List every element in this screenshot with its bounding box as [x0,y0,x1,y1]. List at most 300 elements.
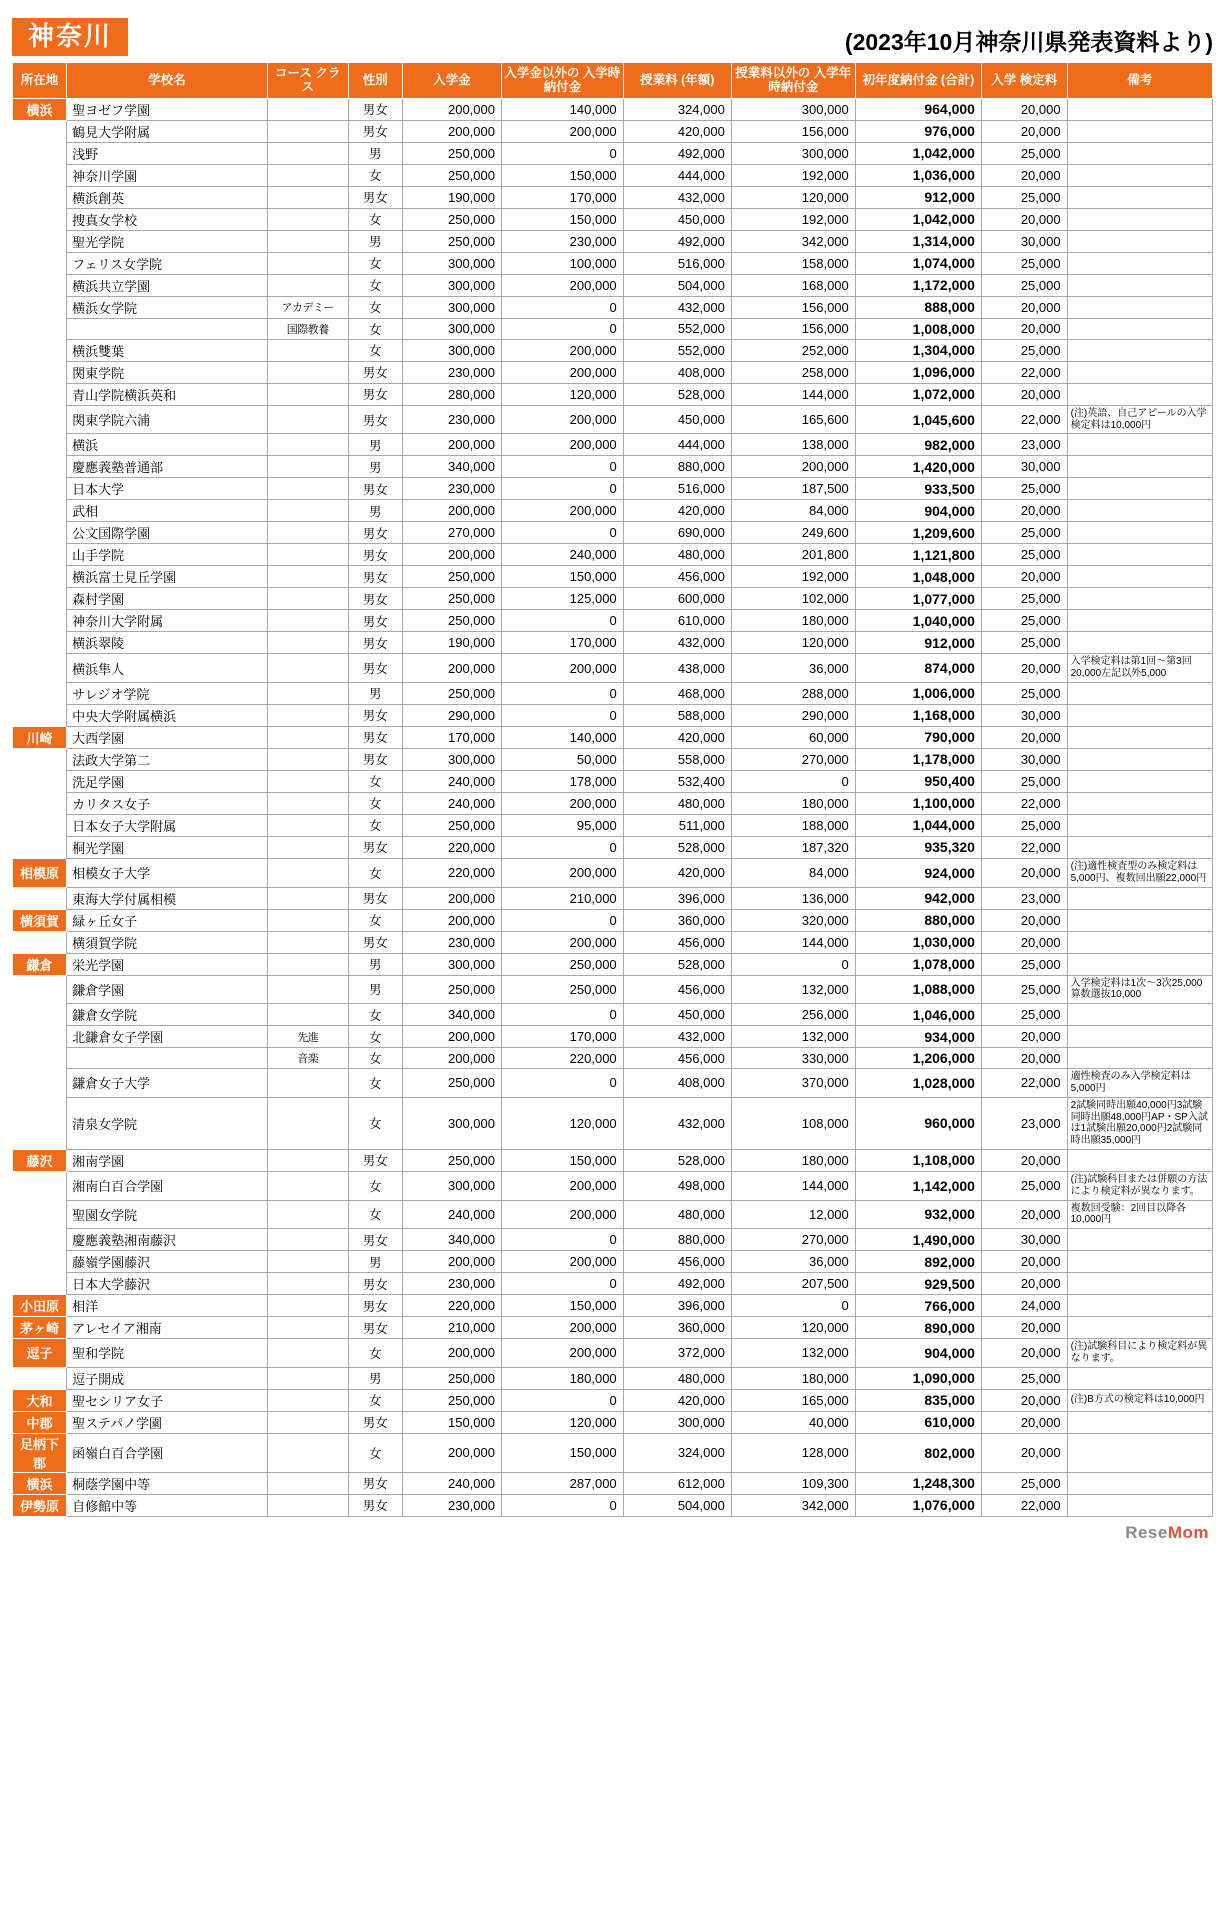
entrance-fee: 250,000 [402,164,501,186]
remarks [1067,361,1212,383]
first-year-total: 1,078,000 [855,953,981,975]
course-class [267,566,348,588]
course-class [267,1389,348,1411]
course-class [267,1317,348,1339]
course-class [267,610,348,632]
exam-fee: 25,000 [981,975,1067,1004]
other-entrance-payment: 250,000 [501,953,623,975]
tuition-annual: 492,000 [623,230,731,252]
other-annual-payment: 144,000 [731,383,855,405]
course-class [267,632,348,654]
first-year-total: 1,206,000 [855,1048,981,1069]
source-note: (2023年10月神奈川県発表資料より) [844,29,1213,55]
remarks [1067,120,1212,142]
other-annual-payment: 370,000 [731,1069,855,1098]
gender: 女 [348,1004,402,1026]
remarks [1067,1295,1212,1317]
remarks: (注)B方式の検定料は10,000円 [1067,1389,1212,1411]
other-entrance-payment: 0 [501,522,623,544]
entrance-fee: 210,000 [402,1317,501,1339]
course-class [267,1069,348,1098]
entrance-fee: 280,000 [402,383,501,405]
gender: 男 [348,682,402,704]
other-annual-payment: 120,000 [731,186,855,208]
other-annual-payment: 180,000 [731,792,855,814]
other-entrance-payment: 180,000 [501,1367,623,1389]
other-entrance-payment: 250,000 [501,975,623,1004]
other-entrance-payment: 95,000 [501,814,623,836]
gender: 男女 [348,1472,402,1494]
first-year-total: 950,400 [855,770,981,792]
remarks [1067,1317,1212,1339]
area-label [13,887,67,909]
exam-fee: 25,000 [981,682,1067,704]
school-name: 逗子開成 [67,1367,268,1389]
exam-fee: 20,000 [981,1251,1067,1273]
area-label [13,1229,67,1251]
course-class [267,383,348,405]
course-class [267,230,348,252]
other-entrance-payment: 200,000 [501,405,623,434]
gender: 女 [348,1069,402,1098]
other-annual-payment: 138,000 [731,434,855,456]
gender: 男 [348,434,402,456]
entrance-fee: 200,000 [402,654,501,683]
course-class [267,522,348,544]
school-name: 日本大学藤沢 [67,1273,268,1295]
other-annual-payment: 132,000 [731,1026,855,1048]
gender: 男女 [348,186,402,208]
entrance-fee: 270,000 [402,522,501,544]
entrance-fee: 300,000 [402,1097,501,1149]
exam-fee: 20,000 [981,931,1067,953]
exam-fee: 25,000 [981,1171,1067,1200]
remarks [1067,252,1212,274]
course-class [267,792,348,814]
entrance-fee: 250,000 [402,814,501,836]
course-class [267,361,348,383]
other-annual-payment: 180,000 [731,1367,855,1389]
table-row [13,318,1213,339]
exam-fee: 20,000 [981,654,1067,683]
first-year-total: 1,248,300 [855,1472,981,1494]
other-annual-payment: 201,800 [731,544,855,566]
other-entrance-payment: 0 [501,456,623,478]
school-name: 公文国際学園 [67,522,268,544]
exam-fee: 22,000 [981,1069,1067,1098]
logo-mom: Mom [1167,1522,1209,1542]
first-year-total: 1,077,000 [855,588,981,610]
remarks [1067,1026,1212,1048]
tuition-annual: 600,000 [623,588,731,610]
first-year-total: 1,090,000 [855,1367,981,1389]
gender: 女 [348,1097,402,1149]
gender: 男女 [348,1273,402,1295]
gender: 女 [348,770,402,792]
first-year-total: 933,500 [855,478,981,500]
school-name: 桐光学園 [67,836,268,858]
tuition-annual: 420,000 [623,726,731,748]
table-row [13,544,1213,566]
first-year-total: 932,000 [855,1200,981,1229]
col-other-annual-payment: 授業料以外の 入学年時納付金 [731,63,855,99]
school-name: 相洋 [67,1295,268,1317]
exam-fee: 25,000 [981,522,1067,544]
other-entrance-payment: 200,000 [501,434,623,456]
course-class: アカデミー [267,296,348,318]
school-name: 聖セシリア女子 [67,1389,268,1411]
other-entrance-payment: 0 [501,610,623,632]
other-entrance-payment: 200,000 [501,1200,623,1229]
first-year-total: 1,042,000 [855,208,981,230]
remarks [1067,208,1212,230]
tuition-annual: 528,000 [623,836,731,858]
gender: 男女 [348,704,402,726]
prefecture-badge: 神奈川 [12,18,128,56]
table-row [13,434,1213,456]
exam-fee: 20,000 [981,296,1067,318]
gender: 男女 [348,1317,402,1339]
entrance-fee: 200,000 [402,544,501,566]
other-annual-payment: 270,000 [731,1229,855,1251]
first-year-total: 802,000 [855,1433,981,1472]
other-annual-payment: 192,000 [731,164,855,186]
other-annual-payment: 180,000 [731,610,855,632]
exam-fee: 25,000 [981,544,1067,566]
other-entrance-payment: 200,000 [501,1317,623,1339]
page-header [12,18,1213,56]
entrance-fee: 200,000 [402,120,501,142]
table-row [13,632,1213,654]
other-annual-payment: 102,000 [731,588,855,610]
tuition-annual: 324,000 [623,98,731,120]
exam-fee: 22,000 [981,1494,1067,1516]
school-name: 青山学院横浜英和 [67,383,268,405]
other-entrance-payment: 200,000 [501,361,623,383]
tuition-annual: 528,000 [623,953,731,975]
exam-fee: 25,000 [981,186,1067,208]
exam-fee: 20,000 [981,566,1067,588]
other-annual-payment: 156,000 [731,318,855,339]
exam-fee: 22,000 [981,405,1067,434]
remarks [1067,814,1212,836]
entrance-fee: 250,000 [402,1069,501,1098]
other-annual-payment: 187,500 [731,478,855,500]
other-entrance-payment: 150,000 [501,1295,623,1317]
tuition-annual: 456,000 [623,566,731,588]
remarks [1067,434,1212,456]
course-class: 音楽 [267,1048,348,1069]
exam-fee: 20,000 [981,1149,1067,1171]
exam-fee: 20,000 [981,1433,1067,1472]
gender: 男 [348,975,402,1004]
first-year-total: 1,044,000 [855,814,981,836]
remarks [1067,164,1212,186]
other-entrance-payment: 240,000 [501,544,623,566]
school-name: 山手学院 [67,544,268,566]
tuition-annual: 552,000 [623,339,731,361]
tuition-annual: 612,000 [623,1472,731,1494]
exam-fee: 25,000 [981,588,1067,610]
remarks: (注)試験科目により検定料が異なります。 [1067,1339,1212,1368]
remarks [1067,682,1212,704]
course-class [267,186,348,208]
table-row [13,500,1213,522]
entrance-fee: 200,000 [402,98,501,120]
school-name: アレセイア湘南 [67,1317,268,1339]
other-annual-payment: 168,000 [731,274,855,296]
course-class [267,1411,348,1433]
table-row [13,383,1213,405]
area-label [13,1251,67,1273]
tuition-annual: 480,000 [623,544,731,566]
other-annual-payment: 120,000 [731,1317,855,1339]
course-class [267,544,348,566]
entrance-fee: 220,000 [402,858,501,887]
entrance-fee: 200,000 [402,434,501,456]
other-annual-payment: 0 [731,953,855,975]
exam-fee: 25,000 [981,632,1067,654]
remarks [1067,383,1212,405]
entrance-fee: 300,000 [402,296,501,318]
area-label [13,383,67,405]
col-entrance-fee: 入学金 [402,63,501,99]
area-label: 足柄下郡 [13,1433,67,1472]
other-entrance-payment: 0 [501,296,623,318]
school-name: 日本女子大学附属 [67,814,268,836]
other-annual-payment: 144,000 [731,1171,855,1200]
other-entrance-payment: 0 [501,1389,623,1411]
entrance-fee: 150,000 [402,1411,501,1433]
gender: 女 [348,252,402,274]
entrance-fee: 340,000 [402,1229,501,1251]
tuition-annual: 498,000 [623,1171,731,1200]
gender: 男 [348,456,402,478]
other-entrance-payment: 200,000 [501,654,623,683]
course-class [267,478,348,500]
first-year-total: 1,006,000 [855,682,981,704]
first-year-total: 1,100,000 [855,792,981,814]
table-row [13,1273,1213,1295]
remarks [1067,1367,1212,1389]
tuition-annual: 456,000 [623,931,731,953]
table-row [13,1389,1213,1411]
course-class [267,588,348,610]
area-label: 逗子 [13,1339,67,1368]
other-entrance-payment: 200,000 [501,339,623,361]
entrance-fee: 250,000 [402,566,501,588]
first-year-total: 929,500 [855,1273,981,1295]
table-row [13,230,1213,252]
table-row [13,164,1213,186]
remarks: (注)適性検査型のみ検定料は5,000円、複数回出願22,000円 [1067,858,1212,887]
school-name: 北鎌倉女子学園 [67,1026,268,1048]
area-label [13,1367,67,1389]
school-name: 鶴見大学附属 [67,120,268,142]
first-year-total: 1,045,600 [855,405,981,434]
entrance-fee: 230,000 [402,405,501,434]
school-name: 鎌倉女学院 [67,1004,268,1026]
first-year-total: 935,320 [855,836,981,858]
remarks [1067,1048,1212,1069]
gender: 女 [348,1339,402,1368]
entrance-fee: 240,000 [402,1200,501,1229]
entrance-fee: 300,000 [402,339,501,361]
first-year-total: 1,172,000 [855,274,981,296]
other-entrance-payment: 0 [501,142,623,164]
exam-fee: 25,000 [981,339,1067,361]
course-class [267,909,348,931]
area-label [13,566,67,588]
table-row [13,726,1213,748]
school-name: 横浜雙葉 [67,339,268,361]
first-year-total: 1,076,000 [855,1494,981,1516]
school-name: サレジオ学院 [67,682,268,704]
course-class [267,1200,348,1229]
school-name: 捜真女学校 [67,208,268,230]
area-label [13,610,67,632]
tuition-annual: 558,000 [623,748,731,770]
entrance-fee: 250,000 [402,1367,501,1389]
remarks [1067,1251,1212,1273]
remarks: 複数回受験：2回目以降各10,000円 [1067,1200,1212,1229]
other-annual-payment: 252,000 [731,339,855,361]
first-year-total: 1,314,000 [855,230,981,252]
col-remarks: 備考 [1067,63,1212,99]
entrance-fee: 250,000 [402,208,501,230]
course-class [267,748,348,770]
table-row [13,1026,1213,1048]
other-annual-payment: 84,000 [731,858,855,887]
table-row [13,1229,1213,1251]
logo-rese: Rese [1125,1522,1168,1542]
gender: 男女 [348,361,402,383]
area-label [13,588,67,610]
exam-fee: 22,000 [981,792,1067,814]
other-entrance-payment: 178,000 [501,770,623,792]
course-class [267,887,348,909]
other-entrance-payment: 200,000 [501,1171,623,1200]
tuition-annual: 528,000 [623,383,731,405]
first-year-total: 1,042,000 [855,142,981,164]
entrance-fee: 200,000 [402,1433,501,1472]
table-header [13,63,1213,99]
tuition-annual: 516,000 [623,478,731,500]
gender: 男女 [348,1295,402,1317]
first-year-total: 1,209,600 [855,522,981,544]
exam-fee: 20,000 [981,383,1067,405]
entrance-fee: 200,000 [402,1048,501,1069]
remarks [1067,186,1212,208]
other-annual-payment: 330,000 [731,1048,855,1069]
entrance-fee: 200,000 [402,1339,501,1368]
remarks: 入学検定料は1次～3次25,000算数選抜10,000 [1067,975,1212,1004]
remarks [1067,456,1212,478]
table-row [13,1494,1213,1516]
exam-fee: 20,000 [981,1200,1067,1229]
table-row [13,296,1213,318]
other-entrance-payment: 230,000 [501,230,623,252]
gender: 女 [348,1433,402,1472]
school-name: 神奈川学園 [67,164,268,186]
course-class [267,1494,348,1516]
area-label: 川崎 [13,726,67,748]
other-annual-payment: 290,000 [731,704,855,726]
tuition-annual: 408,000 [623,361,731,383]
remarks [1067,1004,1212,1026]
entrance-fee: 220,000 [402,1295,501,1317]
course-class [267,770,348,792]
first-year-total: 888,000 [855,296,981,318]
area-label: 大和 [13,1389,67,1411]
remarks [1067,274,1212,296]
first-year-total: 1,040,000 [855,610,981,632]
other-entrance-payment: 200,000 [501,792,623,814]
school-name: 慶應義塾湘南藤沢 [67,1229,268,1251]
school-name: 湘南白百合学園 [67,1171,268,1200]
table-row [13,478,1213,500]
course-class [267,931,348,953]
course-class [267,1149,348,1171]
remarks [1067,909,1212,931]
school-name: 相模女子大学 [67,858,268,887]
other-entrance-payment: 200,000 [501,931,623,953]
other-annual-payment: 192,000 [731,208,855,230]
exam-fee: 20,000 [981,1339,1067,1368]
school-name: 自修館中等 [67,1494,268,1516]
exam-fee: 30,000 [981,230,1067,252]
school-name: 鎌倉女子大学 [67,1069,268,1098]
other-entrance-payment: 0 [501,1229,623,1251]
course-class [267,120,348,142]
school-name: 聖和学院 [67,1339,268,1368]
area-label [13,632,67,654]
tuition-annual: 432,000 [623,1026,731,1048]
other-annual-payment: 256,000 [731,1004,855,1026]
gender: 女 [348,164,402,186]
first-year-total: 934,000 [855,1026,981,1048]
other-entrance-payment: 140,000 [501,98,623,120]
remarks [1067,142,1212,164]
exam-fee: 22,000 [981,836,1067,858]
first-year-total: 790,000 [855,726,981,748]
other-entrance-payment: 220,000 [501,1048,623,1069]
table-row [13,522,1213,544]
area-label [13,164,67,186]
exam-fee: 23,000 [981,434,1067,456]
course-class [267,500,348,522]
course-class [267,975,348,1004]
school-name: カリタス女子 [67,792,268,814]
gender: 女 [348,792,402,814]
exam-fee: 20,000 [981,208,1067,230]
entrance-fee: 230,000 [402,931,501,953]
first-year-total: 1,048,000 [855,566,981,588]
gender: 女 [348,339,402,361]
school-name: 中央大学附属横浜 [67,704,268,726]
remarks [1067,726,1212,748]
remarks [1067,836,1212,858]
gender: 男女 [348,544,402,566]
school-name: 桐蔭学園中等 [67,1472,268,1494]
table-row [13,1069,1213,1098]
other-entrance-payment: 120,000 [501,383,623,405]
other-entrance-payment: 150,000 [501,1149,623,1171]
table-row [13,814,1213,836]
other-annual-payment: 249,600 [731,522,855,544]
tuition-annual: 468,000 [623,682,731,704]
area-label: 茅ヶ崎 [13,1317,67,1339]
